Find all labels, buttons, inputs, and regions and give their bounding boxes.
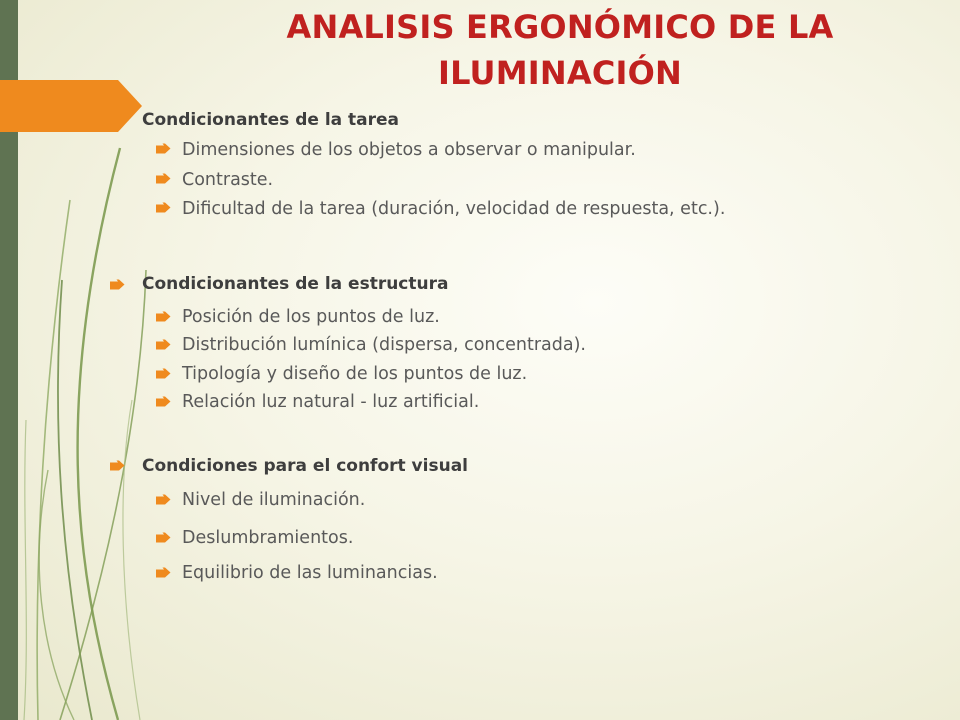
hand-pointer-icon [110, 460, 125, 471]
hand-pointer-icon [156, 567, 171, 578]
list-item: Tipología y diseño de los puntos de luz. [182, 364, 528, 384]
hand-pointer-icon [156, 368, 171, 379]
hand-pointer-icon [156, 532, 171, 543]
section-heading: Condiciones para el confort visual [142, 456, 468, 476]
list-item: Dificultad de la tarea (duración, velocidad de respuesta, etc.). [182, 199, 726, 219]
hand-pointer-icon [156, 396, 171, 407]
hand-pointer-icon [156, 494, 171, 505]
section-heading: Condicionantes de la estructura [142, 274, 449, 294]
list-item: Nivel de iluminación. [182, 490, 366, 510]
list-item: Deslumbramientos. [182, 528, 354, 548]
hand-pointer-icon [156, 143, 171, 154]
list-item: Posición de los puntos de luz. [182, 307, 440, 327]
list-item: Contraste. [182, 170, 274, 190]
list-item: Distribución lumínica (dispersa, concentrada). [182, 335, 586, 355]
hand-pointer-icon [156, 339, 171, 350]
hand-pointer-icon [156, 311, 171, 322]
hand-pointer-icon [156, 202, 171, 213]
slide-title: ANALISIS ERGONÓMICO DE LA ILUMINACIÓN [286, 8, 834, 92]
list-item: Equilibrio de las luminancias. [182, 563, 438, 583]
hand-pointer-icon [156, 173, 171, 184]
list-item: Relación luz natural - luz artificial. [182, 392, 480, 412]
title-accent-tab [0, 80, 142, 132]
list-item: Dimensiones de los objetos a observar o manipular. [182, 140, 636, 160]
section-heading: Condicionantes de la tarea [142, 110, 400, 130]
hand-pointer-icon [110, 279, 125, 290]
